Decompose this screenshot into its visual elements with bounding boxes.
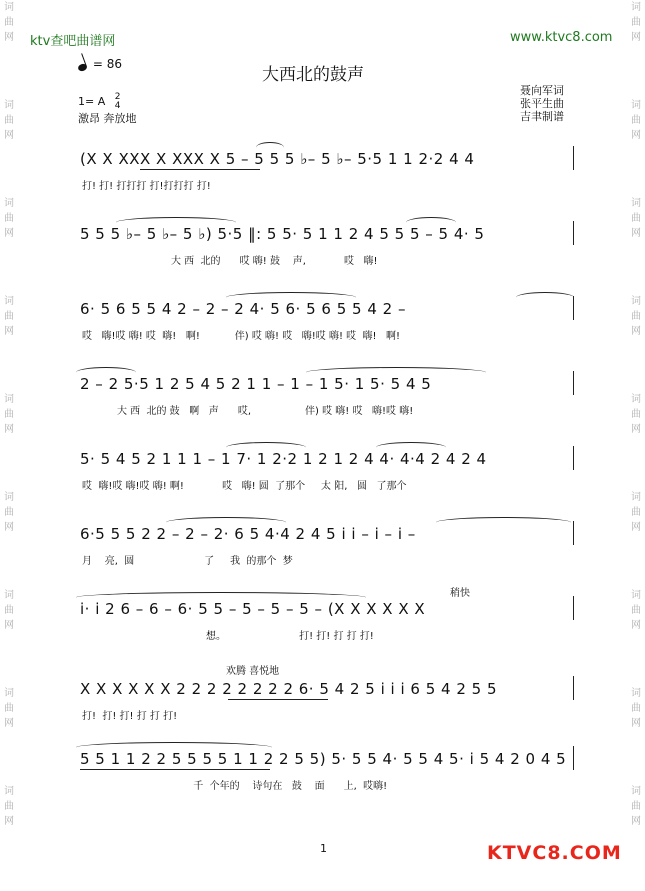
watermark-char: 词 (4, 394, 14, 405)
watermark-char: 网 (631, 228, 641, 239)
underline (140, 169, 260, 170)
watermark-char: 网 (4, 718, 14, 729)
meter-bottom: 4 (114, 101, 121, 111)
watermark-char: 词 (631, 590, 641, 601)
watermark-char: 曲 (631, 311, 641, 322)
watermark-char: 网 (4, 32, 14, 43)
notation: 6·5 5 5 2 2 – 2 – 2· 6 5 4·4 2 4 5 i i – i – i – (80, 525, 416, 543)
tempo-change: 稍快 (450, 588, 470, 599)
notation: i· i 2 6 – 6 – 6· 5 5 – 5 – 5 – 5 – (X X X X X X (80, 600, 426, 618)
score-line-7 (76, 588, 574, 650)
barline (573, 676, 574, 700)
lyrics: 打! 打! 打! 打 打 打! (82, 711, 178, 722)
arranger: 吉聿制谱 (520, 110, 564, 123)
score-line-2 (76, 225, 574, 275)
tempo-value: = 86 (92, 57, 122, 71)
watermark-char: 网 (631, 32, 641, 43)
watermark-char: 曲 (631, 801, 641, 812)
left-watermark (2, 0, 16, 891)
watermark-char: 曲 (4, 409, 14, 420)
notation: X X X X X X 2 2 2 2 2 2 2 2 6· 5 4 2 5 i i i 6 5 4 2 5 5 (80, 680, 497, 698)
composer: 张平生曲 (520, 97, 564, 110)
site-url-right[interactable]: www.ktvc8.com (510, 30, 613, 45)
watermark-char: 曲 (631, 507, 641, 518)
expression-marking: 激昂 奔放地 (78, 112, 137, 125)
barline (573, 446, 574, 470)
watermark-char: 词 (631, 492, 641, 503)
score-line-3 (76, 300, 574, 350)
barline (573, 296, 574, 320)
notation: 5 5 5 ♭– 5 ♭– 5 ♭) 5·5 ‖: 5 5· 5 1 1 2 4 5 5 5 – 5 4· 5 (80, 225, 485, 243)
watermark-char: 网 (4, 130, 14, 141)
barline (573, 521, 574, 545)
watermark-char: 曲 (4, 703, 14, 714)
score-line-6 (76, 525, 574, 575)
watermark-char: 网 (631, 130, 641, 141)
watermark-char: 网 (631, 424, 641, 435)
watermark-char: 曲 (4, 801, 14, 812)
watermark-char: 词 (4, 296, 14, 307)
site-name-left[interactable]: ktv查吧曲谱网 (30, 34, 116, 49)
lyricist: 聂向军词 (520, 84, 564, 97)
watermark-char: 曲 (4, 17, 14, 28)
lyrics: 千 个年的 诗句在 鼓 面 上, 哎嗨! (82, 781, 388, 792)
watermark-char: 词 (631, 2, 641, 13)
notation: 2 – 2 5·5 1 2 5 4 5 2 1 1 – 1 – 1 5· 1 5· 5 4 5 (80, 375, 432, 393)
brand-logo: KTVC8.COM (487, 842, 622, 864)
watermark-char: 词 (4, 786, 14, 797)
watermark-char: 词 (4, 2, 14, 13)
watermark-char: 网 (4, 228, 14, 239)
watermark-char: 词 (631, 296, 641, 307)
lyrics: 哎 嗨!哎 嗨! 哎 嗨! 啊! 伴) 哎 嗨! 哎 嗨!哎 嗨! 哎 嗨! 啊! (82, 331, 401, 342)
notation: 5· 5 4 5 2 1 1 1 – 1 7· 1 2·2 1 2 1 2 4 4· 4·4 2 4 2 4 (80, 450, 487, 468)
tempo-marking (78, 57, 122, 71)
watermark-char: 曲 (4, 605, 14, 616)
watermark-char: 词 (631, 786, 641, 797)
watermark-char: 网 (631, 718, 641, 729)
watermark-char: 网 (631, 620, 641, 631)
watermark-char: 曲 (631, 213, 641, 224)
watermark-char: 曲 (4, 311, 14, 322)
barline (573, 371, 574, 395)
lyrics: 打! 打! 打打打 打!打打打 打! (82, 181, 211, 192)
watermark-char: 曲 (4, 115, 14, 126)
underline (80, 769, 270, 770)
watermark-char: 词 (631, 100, 641, 111)
key-signature (78, 93, 120, 111)
credits (520, 84, 564, 123)
watermark-char: 曲 (4, 213, 14, 224)
barline (573, 146, 574, 170)
watermark-char: 网 (4, 620, 14, 631)
watermark-char: 词 (631, 198, 641, 209)
notation: (X X XXX X XXX X 5 – 5 5 5 ♭– 5 ♭– 5·5 1 1 2·2 4 4 (80, 150, 475, 168)
watermark-char: 词 (4, 590, 14, 601)
watermark-char: 词 (4, 198, 14, 209)
watermark-char: 网 (4, 816, 14, 827)
lyrics: 大 西 北的 鼓 啊 声 哎, 伴) 哎 嗨! 哎 嗨!哎 嗨! (82, 406, 414, 417)
tempo-change: 欢腾 喜悦地 (226, 666, 280, 677)
notation: 6· 5 6 5 5 4 2 – 2 – 2 4· 5 6· 5 6 5 5 4 2 – (80, 300, 406, 318)
watermark-char: 词 (4, 688, 14, 699)
score-line-8 (76, 666, 574, 730)
watermark-char: 网 (631, 522, 641, 533)
slur (516, 292, 574, 303)
watermark-char: 词 (631, 394, 641, 405)
lyrics: 月 亮, 圆 了 我 的那个 梦 (82, 556, 293, 567)
score-line-9 (76, 750, 574, 800)
watermark-char: 词 (4, 100, 14, 111)
score-line-4 (76, 375, 574, 425)
quarter-note-icon (77, 63, 88, 73)
watermark-char: 曲 (631, 17, 641, 28)
slur (436, 517, 571, 528)
watermark-char: 网 (4, 326, 14, 337)
time-signature (115, 93, 121, 111)
score-line-5 (76, 450, 574, 500)
notation: 5 5 1 1 2 2 5 5 5 5 1 1 2 2 5 5) 5· 5 5 4· 5 5 4 5· i 5 4 2 0 4 5 (80, 750, 567, 768)
barline (573, 596, 574, 620)
watermark-char: 词 (631, 688, 641, 699)
underline (228, 699, 328, 700)
barline (573, 746, 574, 770)
key-label: 1= A (78, 95, 106, 108)
watermark-char: 曲 (631, 409, 641, 420)
barline (573, 221, 574, 245)
page-number: 1 (320, 842, 327, 855)
lyrics: 哎 嗨!哎 嗨!哎 嗨! 啊! 哎 嗨! 圆 了那个 太 阳, 圆 了那个 (82, 481, 407, 492)
watermark-char: 网 (631, 326, 641, 337)
score-line-1 (76, 150, 574, 200)
meter-top: 2 (114, 92, 121, 102)
lyrics: 想。 打! 打! 打 打 打! (82, 631, 374, 642)
watermark-char: 词 (4, 492, 14, 503)
lyrics: 大 西 北的 哎 嗨! 鼓 声, 哎 嗨! (82, 256, 378, 267)
watermark-char: 网 (4, 424, 14, 435)
right-watermark (629, 0, 643, 891)
watermark-char: 曲 (4, 507, 14, 518)
watermark-char: 曲 (631, 703, 641, 714)
watermark-char: 曲 (631, 605, 641, 616)
watermark-char: 曲 (631, 115, 641, 126)
song-title: 大西北的鼓声 (262, 65, 364, 85)
watermark-char: 网 (631, 816, 641, 827)
watermark-char: 网 (4, 522, 14, 533)
